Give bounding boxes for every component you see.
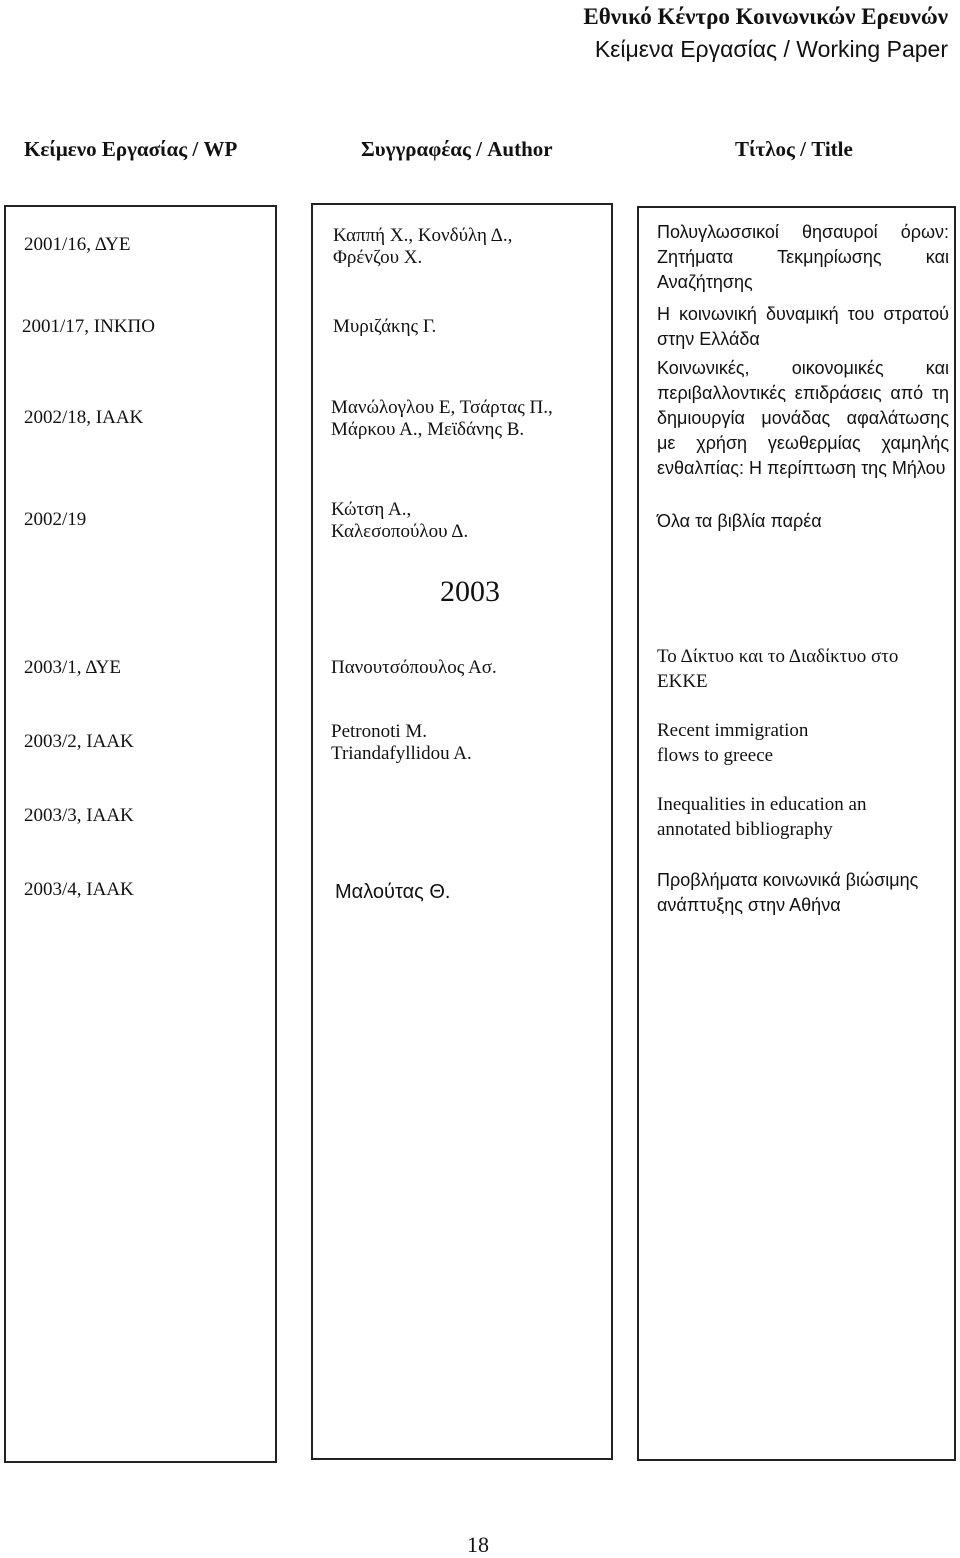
paper-title: Inequalities in education an annotated bibliography xyxy=(657,794,867,840)
author-name: Μανώλογλου Ε, Τσάρτας Π., Μάρκου Α., Μεϊδάνης Β. xyxy=(331,397,553,440)
column-header-title: Τίτλος / Title xyxy=(735,137,853,161)
author-name: Petronoti M. Triandafyllidou A. xyxy=(331,721,472,764)
paper-title: Πολυγλωσσικοί θησαυροί όρων: Ζητήματα Τεκμηρίωσης και Αναζήτησης xyxy=(657,222,949,292)
author-name: Πανουτσόπουλος Ασ. xyxy=(331,657,497,678)
column-header-author: Συγγραφέας / Author xyxy=(361,137,553,161)
paper-title: Όλα τα βιβλία παρέα xyxy=(657,511,822,531)
paper-title: Recent immigration flows to greece xyxy=(657,720,809,766)
wp-code: 2003/2, ΙΑΑΚ xyxy=(24,731,134,752)
author-name: Μυριζάκης Γ. xyxy=(333,316,437,337)
paper-title: Το Δίκτυο και το Διαδίκτυο στο ΕΚΚΕ xyxy=(657,646,899,692)
author-column-box xyxy=(311,203,613,1460)
wp-code: 2003/1, ΔΥΕ xyxy=(24,657,122,678)
wp-code: 2003/3, ΙΑΑΚ xyxy=(24,805,134,826)
wp-code: 2002/18, ΙΑΑΚ xyxy=(24,407,144,428)
series-title: Κείμενα Εργασίας / Working Paper xyxy=(594,36,948,62)
wp-code: 2003/4, ΙΑΑΚ xyxy=(24,879,134,900)
paper-title: Η κοινωνική δυναμική του στρατού στην Ελλάδα xyxy=(657,304,949,349)
author-name: Μαλούτας Θ. xyxy=(335,881,451,903)
paper-title: Κοινωνικές, οικονομικές και περιβαλλοντικές επιδράσεις από τη δημιουργία μονάδας αφαλάτωσης με χρήση γεωθερμίας χαμηλής ενθαλπίας: Η περίπτωση της Μήλου xyxy=(657,358,949,478)
wp-code: 2002/19 xyxy=(24,509,87,530)
year-heading: 2003 xyxy=(440,575,500,608)
paper-title: Προβλήματα κοινωνικά βιώσιμης ανάπτυξης στην Αθήνα xyxy=(657,870,919,915)
wp-column-box xyxy=(4,205,277,1463)
author-name: Κώτση Α., Καλεσοπούλου Δ. xyxy=(331,499,469,542)
column-header-wp: Κείμενο Εργασίας / WP xyxy=(24,137,238,161)
wp-code: 2001/17, ΙΝΚΠΟ xyxy=(22,316,155,337)
wp-code: 2001/16, ΔΥΕ xyxy=(24,234,131,255)
author-name: Καππή Χ., Κονδύλη Δ., Φρένζου Χ. xyxy=(333,225,513,268)
organization-title: Εθνικό Κέντρο Κοινωνικών Ερευνών xyxy=(583,4,948,29)
page-number: 18 xyxy=(467,1532,489,1557)
